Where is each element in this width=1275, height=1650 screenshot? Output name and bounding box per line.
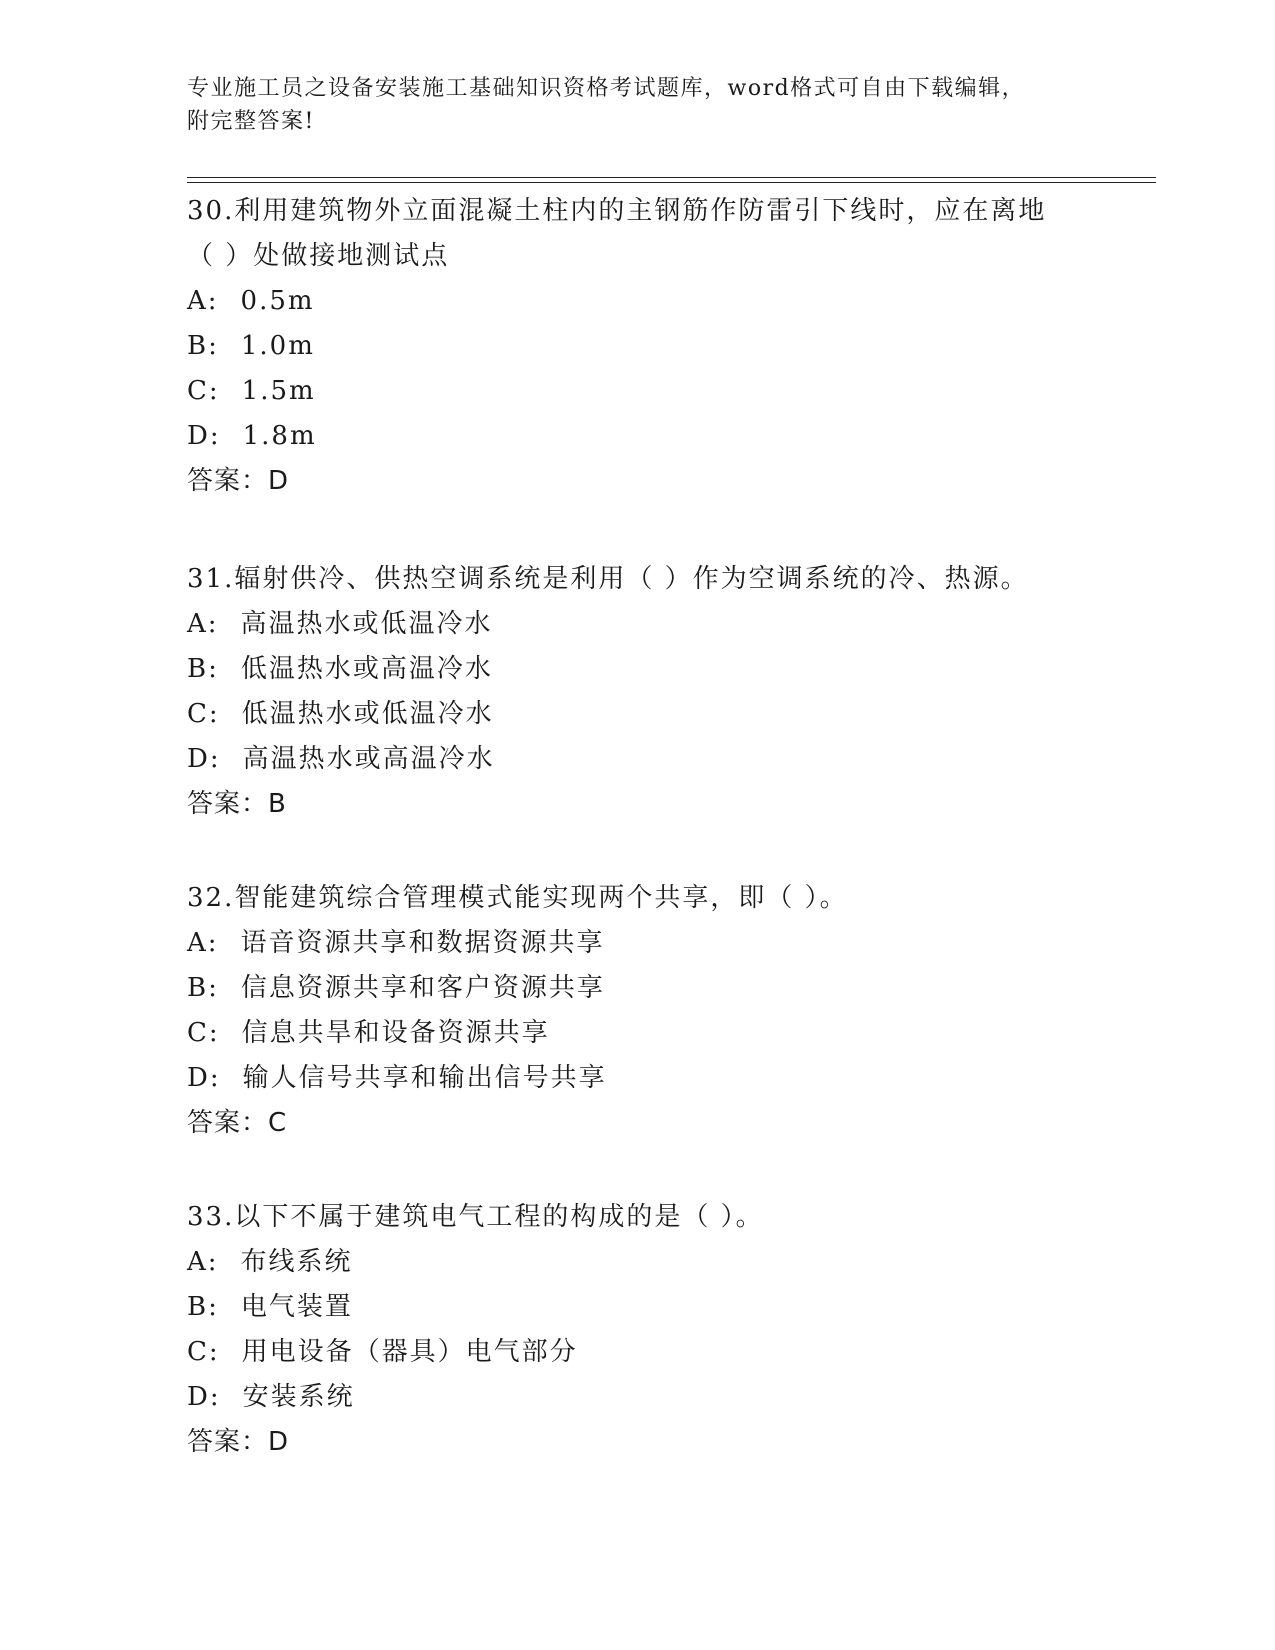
question-stem: 32.智能建筑综合管理模式能实现两个共享，即（ ）。	[187, 883, 848, 913]
option-d	[187, 1056, 1087, 1101]
question-31	[187, 557, 1087, 827]
option-text: 信息共旱和设备资源共享	[241, 1018, 550, 1048]
option-a	[187, 921, 1087, 966]
option-key: D:	[187, 421, 221, 451]
header-line-1: 专业施工员之设备安装施工基础知识资格考试题库，word格式可自由下载编辑，	[187, 76, 1026, 101]
option-b	[187, 966, 1087, 1011]
option-text: 低温热水或低温冷水	[241, 699, 494, 729]
option-key: C:	[187, 699, 220, 729]
option-text: 布线系统	[240, 1247, 353, 1277]
option-c	[187, 369, 1087, 414]
option-b	[187, 1285, 1087, 1330]
option-b	[187, 647, 1087, 692]
option-key: B:	[187, 1292, 219, 1322]
option-d	[187, 1375, 1087, 1420]
option-key: A:	[187, 286, 219, 316]
option-text: 信息资源共享和客户资源共享	[240, 973, 605, 1003]
option-key: D:	[187, 1063, 221, 1093]
question-33	[187, 1195, 1087, 1465]
question-32	[187, 876, 1087, 1146]
option-text: 输人信号共享和输出信号共享	[242, 1063, 607, 1093]
option-text: 1.0m	[240, 331, 315, 361]
option-a	[187, 279, 1087, 324]
option-key: B:	[187, 331, 219, 361]
option-text: 高温热水或高温冷水	[242, 744, 495, 774]
option-key: A:	[187, 609, 219, 639]
option-text: 语音资源共享和数据资源共享	[240, 928, 605, 958]
option-key: D:	[187, 744, 221, 774]
option-key: B:	[187, 654, 219, 684]
option-c	[187, 1011, 1087, 1056]
option-d	[187, 414, 1087, 459]
option-c	[187, 1330, 1087, 1375]
option-text: 安装系统	[242, 1382, 355, 1412]
option-text: 电气装置	[240, 1292, 353, 1322]
option-key: A:	[187, 928, 219, 958]
question-30	[187, 189, 1087, 504]
answer-line: 答案：B	[187, 789, 287, 819]
answer-line: 答案：D	[187, 1427, 290, 1457]
option-a	[187, 602, 1087, 647]
option-d	[187, 737, 1087, 782]
option-text: 1.5m	[241, 376, 316, 406]
question-stem: 31.辐射供冷、供热空调系统是利用（ ）作为空调系统的冷、热源。	[187, 564, 1029, 594]
option-key: C:	[187, 376, 220, 406]
option-a	[187, 1240, 1087, 1285]
option-b	[187, 324, 1087, 369]
header-rule-bottom	[187, 182, 1156, 183]
header-line-2: 附完整答案!	[187, 109, 315, 134]
option-key: A:	[187, 1247, 219, 1277]
question-stem: 30.利用建筑物外立面混凝土柱内的主钢筋作防雷引下线时，应在离地	[187, 196, 1047, 226]
option-text: 高温热水或低温冷水	[240, 609, 493, 639]
option-text: 低温热水或高温冷水	[240, 654, 493, 684]
option-text: 用电设备（器具）电气部分	[241, 1337, 578, 1367]
header-rule-top	[187, 177, 1156, 178]
option-text: 0.5m	[240, 286, 315, 316]
answer-line: 答案：C	[187, 1108, 288, 1138]
option-key: B:	[187, 973, 219, 1003]
document-header	[187, 72, 1087, 138]
question-stem-continued: （ ）处做接地测试点	[187, 241, 450, 271]
option-c	[187, 692, 1087, 737]
option-key: C:	[187, 1018, 220, 1048]
question-stem: 33.以下不属于建筑电气工程的构成的是（ ）。	[187, 1202, 764, 1232]
option-key: D:	[187, 1382, 221, 1412]
option-text: 1.8m	[242, 421, 317, 451]
answer-line: 答案：D	[187, 466, 290, 496]
option-key: C:	[187, 1337, 220, 1367]
